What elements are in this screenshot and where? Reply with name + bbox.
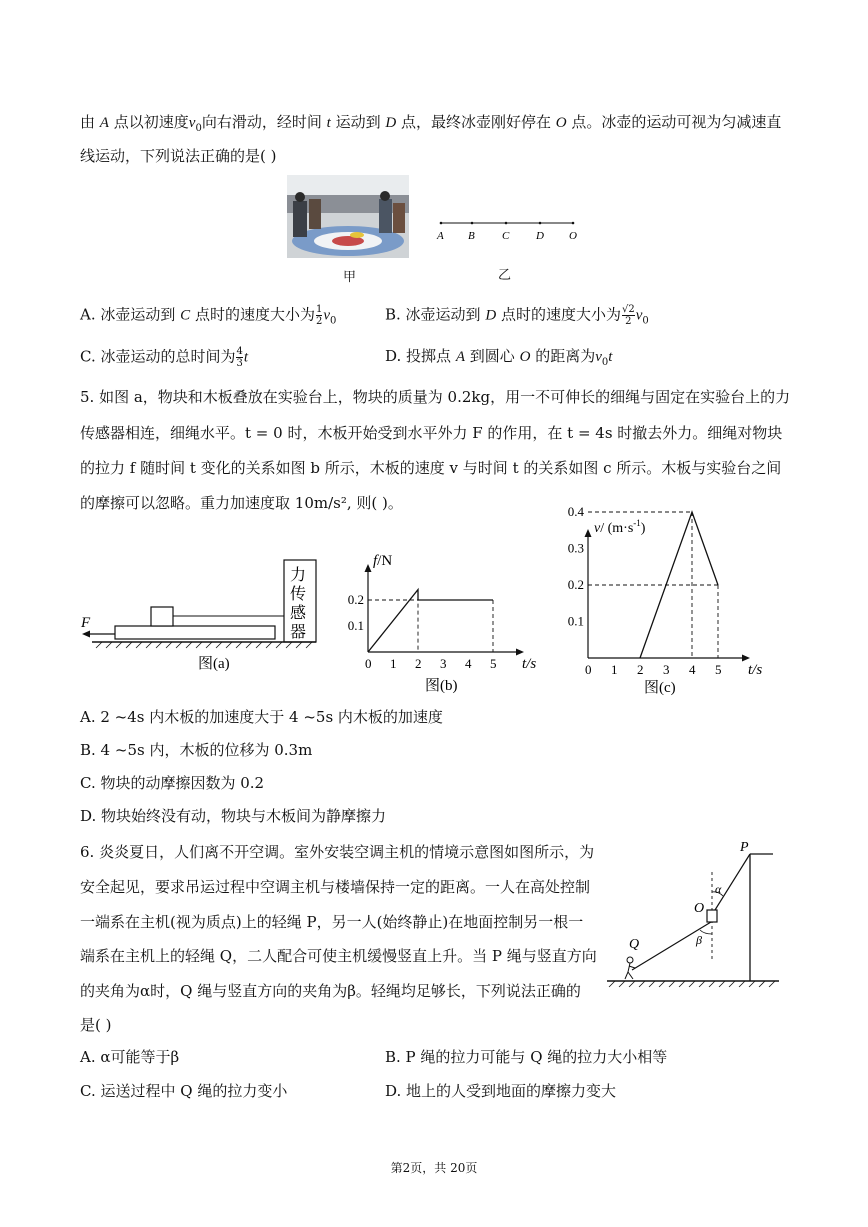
chart-c-y-tick: 0.1 bbox=[567, 613, 584, 629]
q4-option-a: A. 冰壶运动到 C 点时的速度大小为 $\frac{1}{2}$ $v_0$ bbox=[80, 304, 337, 327]
chart-c-y-label: v/ $(m\cdot s^{-1})$ bbox=[594, 518, 646, 536]
chart-c-x-tick: 5 bbox=[715, 662, 722, 677]
sensor-char-3: 感 bbox=[290, 605, 307, 622]
q5-line1: 5. 如图 a，物块和木板叠放在实验台上，物块的质量为 0.2kg，用一不可伸长的细绳与固定在实验台上的力 bbox=[80, 388, 791, 406]
q6-option-d: D. 地上的人受到地面的摩擦力变大 bbox=[385, 1082, 617, 1100]
chart-b-x-tick: 1 bbox=[390, 656, 397, 671]
chart-c-caption: 图(c) bbox=[644, 680, 676, 696]
label-p: P bbox=[740, 840, 749, 855]
chart-b bbox=[340, 548, 555, 696]
point-label-o: O bbox=[569, 230, 577, 242]
chart-b-x-label: t/s bbox=[522, 656, 537, 672]
chart-c-y-arrow bbox=[585, 529, 592, 537]
page-footer: 第2页，共 20页 bbox=[390, 1161, 478, 1175]
q4-stem-line2: 线运动，下列说法正确的是( ) bbox=[80, 147, 277, 165]
figure-a-caption: 图(a) bbox=[198, 656, 230, 672]
q4-option-b: B. 冰壶运动到 D 点时的速度大小为 $\frac{√2}{2}$ $v_0$ bbox=[385, 304, 649, 327]
chart-b-x-tick: 5 bbox=[490, 656, 497, 671]
q5-line3: 的拉力 f 随时间 t 变化的关系如图 b 所示，木板的速度 v 与时间 t 的关系如图 c 所示。木板与实验台之间 bbox=[80, 459, 782, 477]
number-line bbox=[432, 216, 582, 246]
label-alpha: α bbox=[715, 882, 722, 896]
chart-b-x-tick: 2 bbox=[415, 656, 422, 671]
q5-option-b: B. 4 ~5s 内，木板的位移为 0.3m bbox=[80, 741, 313, 759]
chart-b-x-tick: 3 bbox=[440, 656, 447, 671]
q4-stem-line1: 由 A 点以初速度$v_0$向右滑动，经时间 t 运动到 D 点，最终冰壶刚好停在 O 点。冰壶的运动可视为匀减速直 bbox=[80, 113, 782, 134]
point-label-c: C bbox=[502, 230, 510, 242]
q4-option-d: D. 投掷点 A 到圆心 O 的距离为$v_0t$ bbox=[385, 347, 613, 368]
chart-c-x-tick: 4 bbox=[689, 662, 696, 677]
chart-b-x-tick: 4 bbox=[465, 656, 472, 671]
q6-line5: 的夹角为α时，Q 绳与竖直方向的夹角为β。轻绳均足够长，下列说法正确的 bbox=[80, 982, 581, 1000]
label-o: O bbox=[694, 901, 705, 916]
chart-c-x-tick: 3 bbox=[663, 662, 670, 677]
q4-option-c: C. 冰壶运动的总时间为 $\frac{4}{3}$ t bbox=[80, 346, 249, 369]
chart-c-x-tick: 1 bbox=[611, 662, 618, 677]
chart-c-y-tick: 0.3 bbox=[567, 540, 584, 556]
q6-option-a: A. α可能等于β bbox=[80, 1048, 180, 1066]
sensor-char-2: 传 bbox=[290, 586, 307, 603]
q6-option-c: C. 运送过程中 Q 绳的拉力变小 bbox=[80, 1082, 288, 1100]
q5-option-a: A. 2 ~4s 内木板的加速度大于 4 ~5s 内木板的加速度 bbox=[80, 708, 443, 726]
chart-b-y-tick: 0.2 bbox=[347, 592, 364, 607]
sensor-char-1: 力 bbox=[290, 567, 307, 584]
chart-b-caption: 图(b) bbox=[425, 678, 458, 694]
fig-label-yi: 乙 bbox=[498, 268, 512, 283]
q5-option-d: D. 物块始终没有动，物块与木板间为静摩擦力 bbox=[80, 807, 387, 825]
label-q: Q bbox=[629, 937, 640, 952]
label-beta: β bbox=[696, 933, 702, 947]
q6-line1: 6. 炎炎夏日，人们离不开空调。室外安装空调主机的情境示意图如图所示，为 bbox=[80, 843, 595, 861]
chart-c-y-tick: 0.4 bbox=[567, 504, 584, 519]
point-label-d: D bbox=[536, 230, 544, 242]
sensor-char-4: 器 bbox=[290, 624, 307, 641]
chart-b-y-label: f/N bbox=[373, 553, 393, 569]
chart-c-y-tick: 0.2 bbox=[567, 577, 584, 592]
chart-c-origin-label: 0 bbox=[585, 662, 592, 677]
frac-c: $\frac{4}{3}$ bbox=[236, 346, 243, 369]
force-label-f: F bbox=[81, 615, 91, 631]
figure-a-apparatus bbox=[78, 556, 323, 676]
curling-photo bbox=[287, 175, 409, 258]
chart-c-x-label: t/s bbox=[748, 662, 763, 678]
q6-line3: 一端系在主机(视为质点)上的轻绳 P，另一人(始终静止)在地面控制另一根一 bbox=[80, 913, 584, 931]
chart-b-y-tick: 0.1 bbox=[347, 618, 364, 633]
point-label-a: A bbox=[437, 230, 444, 242]
q6-line2: 安全起见，要求吊运过程中空调主机与楼墙保持一定的距离。一人在高处控制 bbox=[80, 878, 591, 896]
q6-line6: 是( ) bbox=[80, 1016, 112, 1034]
chart-c-x-tick: 2 bbox=[637, 662, 644, 677]
q6-crane-diagram bbox=[603, 836, 783, 996]
q5-line2: 传感器相连，细绳水平。t = 0 时，木板开始受到水平外力 F 的作用，在 t = 4s 时撤去外力。细绳对物块 bbox=[80, 424, 783, 442]
chart-b-origin-label: 0 bbox=[365, 656, 372, 671]
q6-line4: 端系在主机上的轻绳 Q，二人配合可使主机缓慢竖直上升。当 P 绳与竖直方向 bbox=[80, 947, 597, 965]
q5-line4: 的摩擦可以忽略。重力加速度取 10m/s², 则( )。 bbox=[80, 494, 403, 512]
chart-b-y-arrow bbox=[365, 564, 372, 572]
frac-b: $\frac{√2}{2}$ bbox=[621, 304, 635, 327]
chart-b-series-f bbox=[368, 590, 493, 652]
fig-label-jia: 甲 bbox=[343, 270, 357, 285]
chart-c-x-arrow bbox=[742, 655, 750, 662]
chart-b-x-arrow bbox=[516, 649, 524, 656]
frac-a: $\frac{1}{2}$ bbox=[315, 304, 323, 327]
q6-option-b: B. P 绳的拉力可能与 Q 绳的拉力大小相等 bbox=[385, 1048, 668, 1066]
chart-c bbox=[556, 504, 778, 700]
q5-option-c: C. 物块的动摩擦因数为 0.2 bbox=[80, 774, 265, 792]
point-label-b: B bbox=[468, 230, 475, 242]
